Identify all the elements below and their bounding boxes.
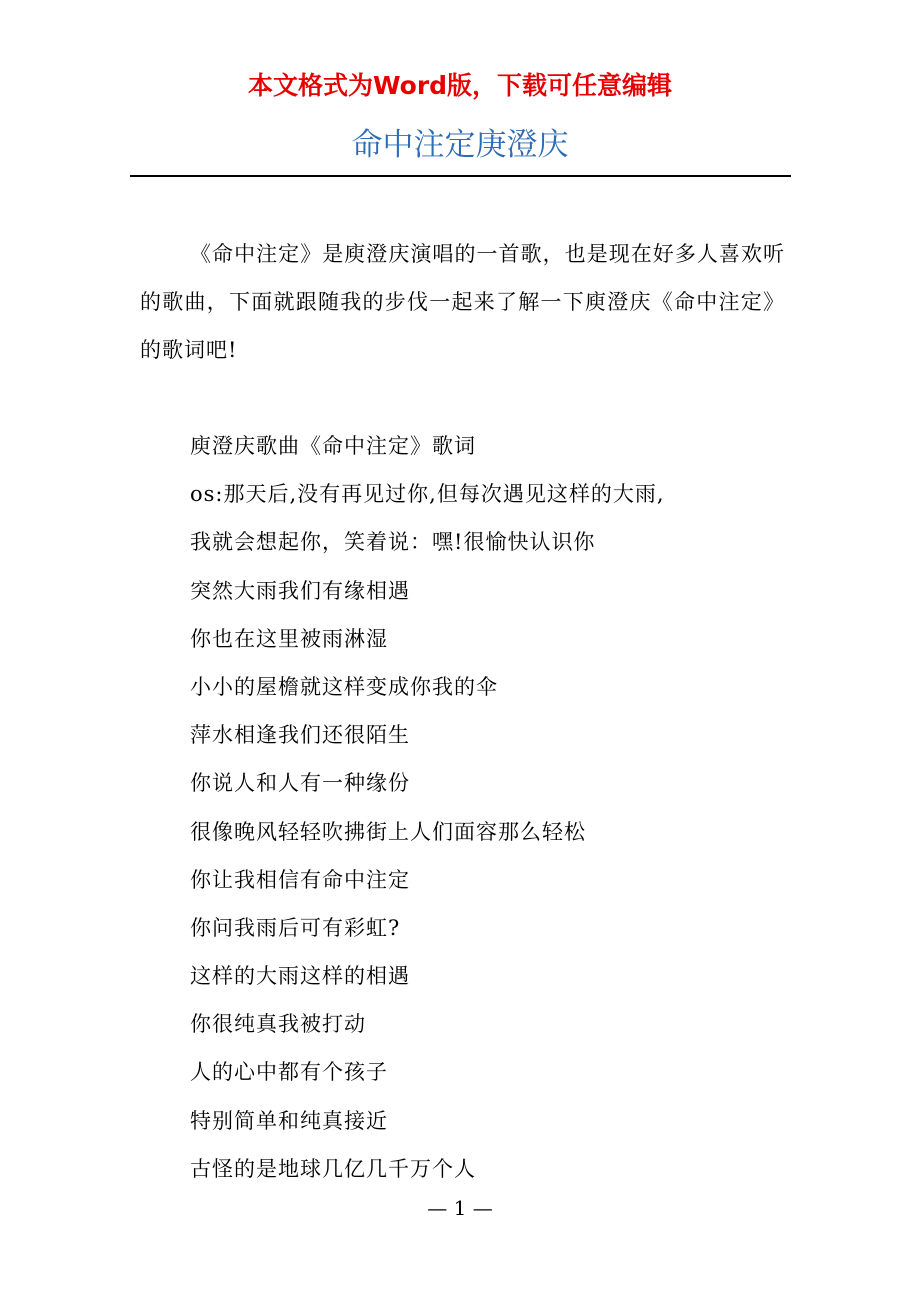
download-banner: 本文格式为Word版，下载可任意编辑 bbox=[247, 71, 673, 100]
lyric-line: 小小的屋檐就这样变成你我的伞 bbox=[190, 674, 498, 699]
lyric-line: 古怪的是地球几亿几千万个人 bbox=[190, 1156, 476, 1181]
lyric-line: 很像晚风轻轻吹拂街上人们面容那么轻松 bbox=[190, 819, 586, 844]
lyric-line: 这样的大雨这样的相遇 bbox=[190, 964, 410, 989]
lyric-line: 你很纯真我被打动 bbox=[190, 1012, 366, 1037]
lyric-line: 突然大雨我们有缘相遇 bbox=[190, 578, 410, 603]
lyric-line: 你问我雨后可有彩虹? bbox=[190, 915, 401, 940]
lyric-line: 萍水相逢我们还很陌生 bbox=[190, 723, 410, 748]
lyric-line: 人的心中都有个孩子 bbox=[190, 1060, 388, 1085]
lyric-line: os:那天后,没有再见过你,但每次遇见这样的大雨, bbox=[190, 482, 665, 507]
lyric-line: 你也在这里被雨淋湿 bbox=[190, 626, 388, 651]
title-divider bbox=[130, 175, 791, 177]
page-number: — 1 — bbox=[427, 1196, 493, 1220]
page-title: 命中注定庚澄庆 bbox=[351, 127, 569, 163]
lyric-line: 你说人和人有一种缘份 bbox=[190, 771, 410, 796]
lyric-line: 我就会想起你，笑着说：嘿!很愉快认识你 bbox=[190, 530, 596, 555]
lyric-line: 特别简单和纯真接近 bbox=[190, 1108, 388, 1133]
lyrics-list bbox=[190, 422, 790, 1193]
lyrics-heading: 庾澄庆歌曲《命中注定》歌词 bbox=[190, 434, 476, 458]
lyric-line: 你让我相信有命中注定 bbox=[190, 867, 410, 892]
intro-paragraph: 《命中注定》是庾澄庆演唱的一首歌，也是现在好多人喜欢听的歌曲，下面就跟随我的步伐一起来了解一下庾澄庆《命中注定》的歌词吧! bbox=[140, 242, 785, 362]
